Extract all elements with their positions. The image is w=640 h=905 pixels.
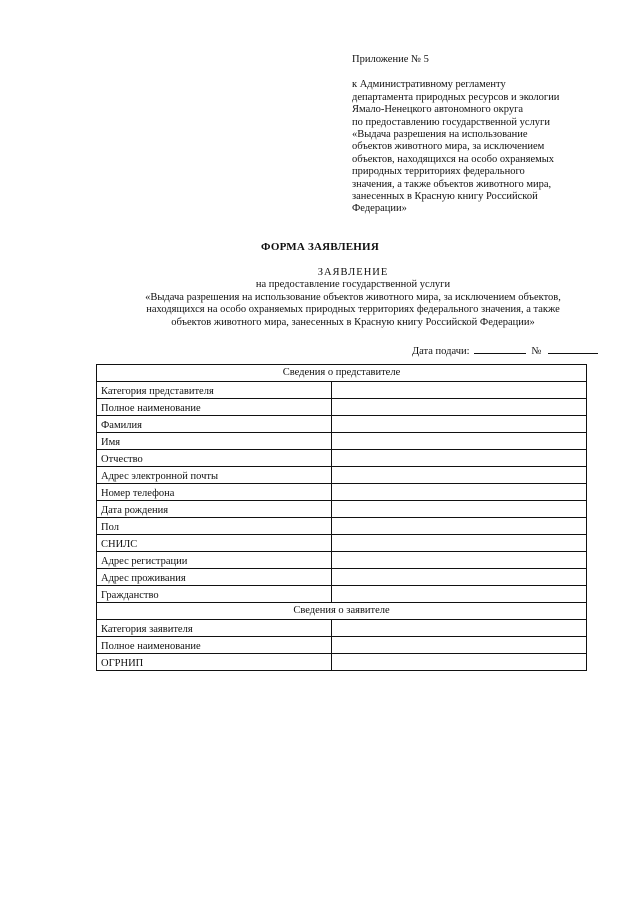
- statement-block: [80, 267, 626, 329]
- appendix-line: природных территориях федерального: [352, 166, 525, 178]
- table-section-row: [97, 603, 587, 620]
- table-row: [97, 450, 587, 467]
- field-value-cell[interactable]: [331, 433, 586, 450]
- appendix-line: объектов, находящихся на особо охраняемых: [352, 153, 555, 165]
- field-value-cell[interactable]: [331, 620, 586, 637]
- statement-line: на предоставление государственной услуги: [255, 279, 451, 291]
- table-row: [97, 654, 587, 671]
- field-value-cell[interactable]: [331, 399, 586, 416]
- submission-date-blank[interactable]: [474, 343, 526, 354]
- field-label: СНИЛС: [97, 535, 332, 552]
- submission-number-blank[interactable]: [548, 343, 598, 354]
- field-label: ОГРНИП: [97, 654, 332, 671]
- table-row: [97, 535, 587, 552]
- appendix-block: [352, 54, 622, 216]
- field-value-cell[interactable]: [331, 501, 586, 518]
- field-value-cell[interactable]: [331, 552, 586, 569]
- field-value-cell[interactable]: [331, 569, 586, 586]
- field-value-cell[interactable]: [331, 586, 586, 603]
- table-section-row: [97, 365, 587, 382]
- field-label: Адрес электронной почты: [97, 467, 332, 484]
- field-label: Гражданство: [97, 586, 332, 603]
- appendix-line: объектов животного мира, за исключением: [352, 141, 545, 153]
- appendix-line: Федерации»: [352, 203, 407, 215]
- statement-line: объектов животного мира, занесенных в Красную книгу Российской Федерации»: [171, 316, 535, 328]
- table-row: [97, 484, 587, 501]
- table-row: [97, 637, 587, 654]
- field-value-cell[interactable]: [331, 654, 586, 671]
- statement-line: находящихся на особо охраняемых природных территориях федерального значения, а также: [146, 304, 560, 316]
- table-row: [97, 416, 587, 433]
- field-label: Пол: [97, 518, 332, 535]
- field-label: Отчество: [97, 450, 332, 467]
- field-label: Полное наименование: [97, 399, 332, 416]
- statement-line: «Выдача разрешения на использование объектов животного мира, за исключением объектов,: [145, 291, 561, 303]
- table-row: [97, 501, 587, 518]
- submission-number-label: №: [531, 346, 542, 357]
- table-row: [97, 518, 587, 535]
- field-label: Категория заявителя: [97, 620, 332, 637]
- statement-heading: ЗАЯВЛЕНИЕ: [317, 267, 389, 278]
- appendix-line: по предоставлению государственной услуги: [352, 116, 550, 128]
- appendix-line: Ямало-Ненецкого автономного округа: [352, 104, 524, 116]
- appendix-line: «Выдача разрешения на использование: [352, 129, 528, 141]
- table-row: [97, 433, 587, 450]
- field-label: Номер телефона: [97, 484, 332, 501]
- table-row: [97, 552, 587, 569]
- field-value-cell[interactable]: [331, 484, 586, 501]
- field-label: Дата рождения: [97, 501, 332, 518]
- field-label: Фамилия: [97, 416, 332, 433]
- field-value-cell[interactable]: [331, 535, 586, 552]
- appendix-line: значения, а также объектов животного мира,: [352, 178, 552, 190]
- field-label: Имя: [97, 433, 332, 450]
- field-label: Категория представителя: [97, 382, 332, 399]
- table-row: [97, 569, 587, 586]
- field-value-cell[interactable]: [331, 450, 586, 467]
- form-title: ФОРМА ЗАЯВЛЕНИЯ: [261, 241, 379, 253]
- appendix-line: департамента природных ресурсов и экологии: [352, 91, 560, 103]
- field-value-cell[interactable]: [331, 637, 586, 654]
- application-form-table: [96, 364, 587, 671]
- representative-section-header: Сведения о представителе: [97, 365, 587, 382]
- table-row: [97, 620, 587, 637]
- field-label: Адрес регистрации: [97, 552, 332, 569]
- submission-date-label: Дата подачи:: [412, 346, 470, 357]
- field-value-cell[interactable]: [331, 416, 586, 433]
- table-row: [97, 382, 587, 399]
- appendix-line: к Административному регламенту: [352, 79, 506, 91]
- table-row: [97, 586, 587, 603]
- field-label: Адрес проживания: [97, 569, 332, 586]
- applicant-section-header: Сведения о заявителе: [97, 603, 587, 620]
- appendix-title: Приложение № 5: [352, 54, 429, 65]
- field-label: Полное наименование: [97, 637, 332, 654]
- table-row: [97, 467, 587, 484]
- table-row: [97, 399, 587, 416]
- field-value-cell[interactable]: [331, 518, 586, 535]
- submission-line: [412, 343, 598, 357]
- field-value-cell[interactable]: [331, 467, 586, 484]
- field-value-cell[interactable]: [331, 382, 586, 399]
- appendix-line: занесенных в Красную книгу Российской: [352, 191, 538, 203]
